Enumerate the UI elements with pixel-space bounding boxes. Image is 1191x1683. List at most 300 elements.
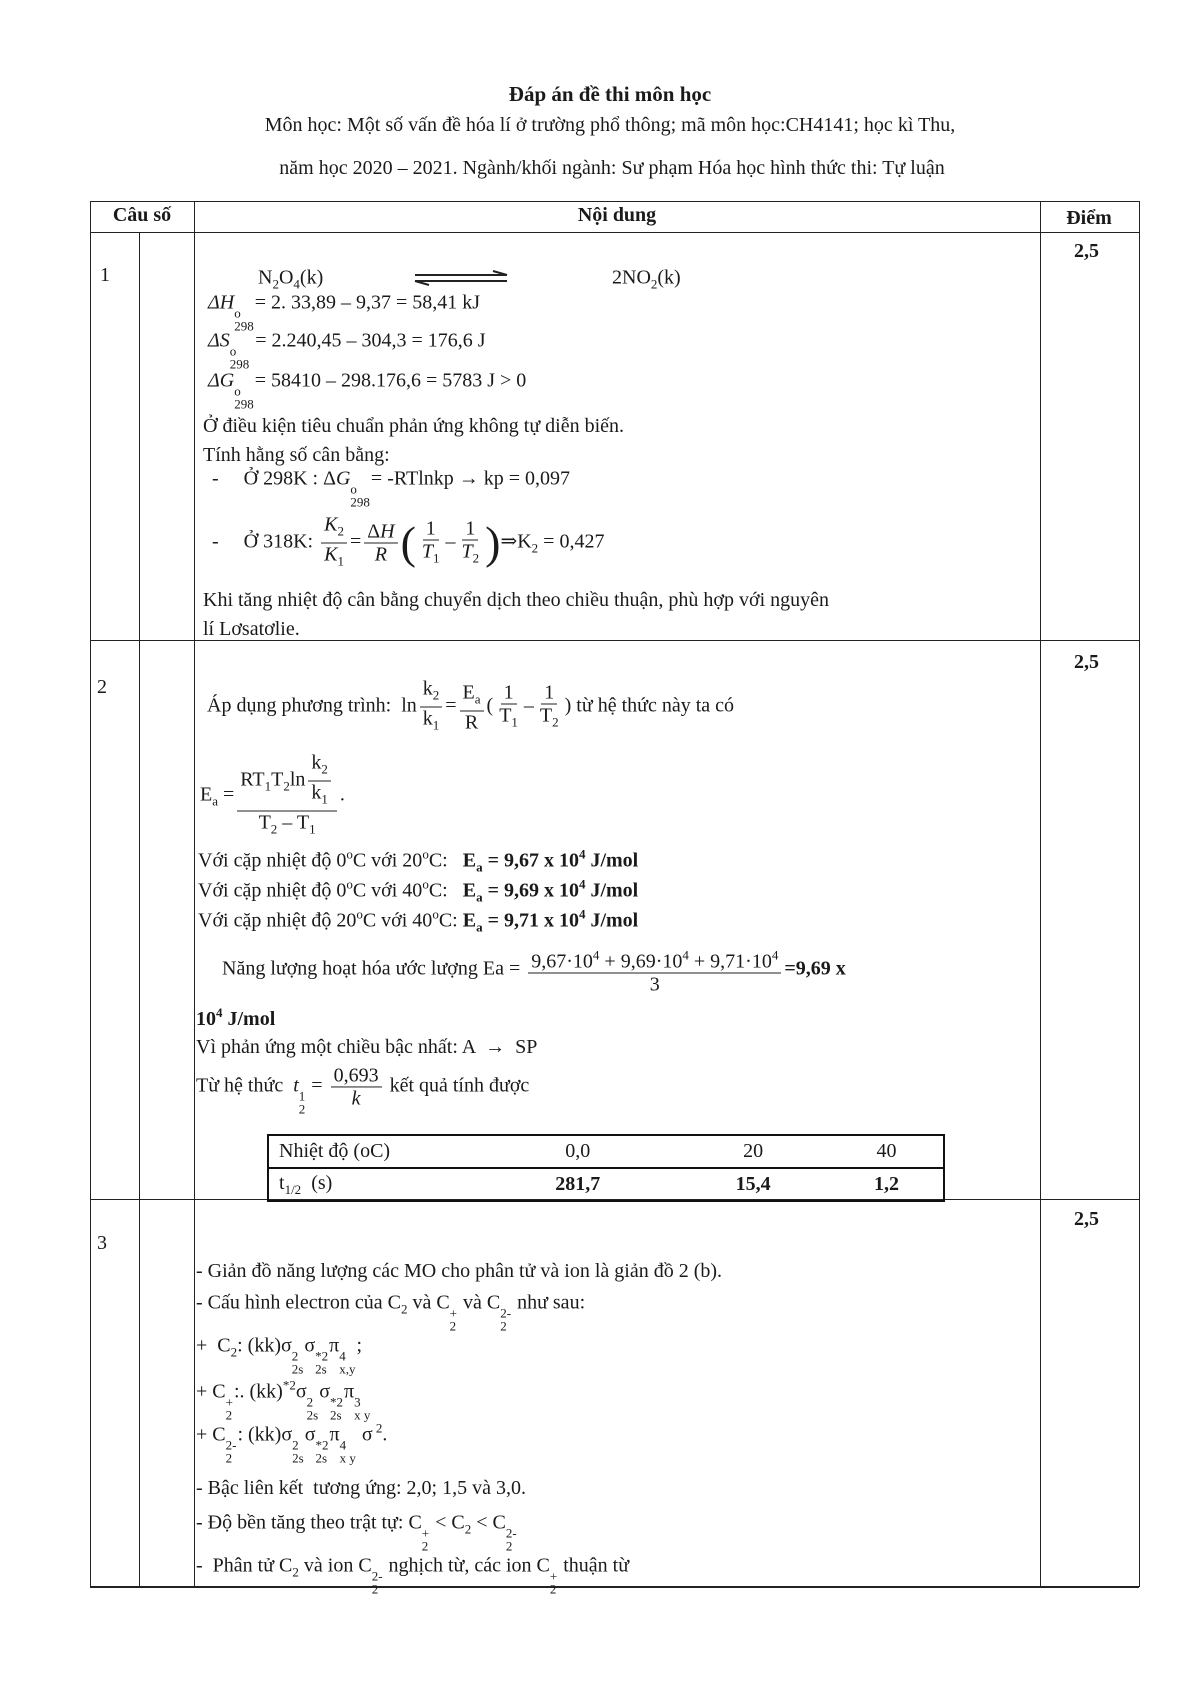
ea-average-line [222,945,846,996]
electron-config-line [196,1416,387,1465]
text-run: σ [304,1334,316,1357]
course-info-line-1: Môn học: Một số vấn đề hóa lí ở trường phổ thông; mã môn học:CH4141; học kì Thu, [264,114,956,136]
table-cell: 0,0 [565,1140,591,1162]
text-run: – [445,530,456,553]
text-run: ; [356,1334,363,1357]
text-run: - Bậc liên kết tương ứng: 2,0; 1,5 và 3,0. [196,1477,526,1499]
equilibrium-arrow-icon [413,270,509,286]
text-run: = 2.240,45 – 304,3 = 176,6 J [250,329,486,352]
denominator [537,704,562,733]
text-run: O [278,266,294,289]
question-number: 2 [97,676,107,698]
text-run: C với 40 [352,879,423,902]
table-left-border [90,201,91,1587]
text-run: T [258,811,271,834]
text-line [203,413,624,439]
ea-result-line [198,902,638,941]
superscript: o [356,906,363,922]
text-run: Từ hệ thức [196,1074,294,1097]
superscript: + [449,1305,457,1321]
denominator [420,708,443,737]
subscript: 2 [472,550,480,565]
parenthesis: ) [485,517,501,568]
text-run: - Phân tử C [196,1554,293,1577]
numerator [321,514,347,544]
text-run: + 9,71·10 [688,950,772,973]
question-score: 2,5 [1074,651,1099,673]
text-run: + C [196,1423,226,1446]
text-run: σ [295,1380,307,1403]
italic-text: ΔS [208,329,230,352]
denominator [308,782,331,811]
subscript: 2 [400,1301,408,1317]
text-line [196,1475,526,1501]
denominator [256,812,319,841]
subscript: x,y [339,1361,356,1377]
superscript: *2 [315,1348,329,1364]
text-run: = [349,530,362,553]
text-run: thuận từ [558,1554,630,1577]
subscript: 2 [272,276,279,292]
subscript: 2s [315,1361,327,1377]
sub-superscript [422,1527,429,1553]
text-run: và C [458,1291,501,1314]
italic-text: R [374,543,387,566]
subscript: 2s [291,1361,304,1377]
fraction [459,517,483,569]
bold-text: J/mol [585,879,639,902]
superscript: 3 [354,1394,361,1410]
subscript: 2s [306,1407,319,1423]
text-run: ) từ hệ thức này ta có [564,694,735,717]
numerator [462,517,478,540]
subscript: 298 [234,396,254,412]
subscript: 2s [315,1450,328,1466]
superscript: o [229,343,237,359]
subscript: 2 [371,1581,379,1597]
column-divider [139,232,140,1587]
text-line [203,587,829,613]
superscript: 4 [339,1348,346,1364]
superscript: + [549,1568,558,1584]
sub-superscript [315,1439,328,1465]
table-row [268,1168,944,1201]
bold-text: = 9,71 x 10 [482,909,579,932]
superscript: o [432,906,439,922]
superscript: *2 [315,1437,329,1453]
sub-superscript [226,1439,237,1465]
denominator [321,544,347,573]
text-run: k [311,751,322,774]
text-run: R [464,711,479,733]
superscript: o [346,846,353,862]
row-label-unit: (s) [301,1171,333,1194]
text-run: kết quả tính được [384,1074,530,1097]
arrhenius-line [207,678,734,737]
table-cell: 20 [743,1140,764,1162]
text-run: RT [240,768,265,791]
superscript: *2 [282,1377,296,1393]
column-divider [1040,201,1041,1587]
text-run: T [539,704,553,726]
text-run: nghịch từ, các ion C [383,1554,550,1577]
text-run: (k) [299,266,324,289]
subscript: 2 [270,821,278,837]
table-cell: 15,4 [676,1168,830,1201]
subscript: a [212,793,218,809]
superscript: o [346,876,353,892]
superscript: 4 [216,1005,223,1020]
course-info-line-2: năm học 2020 – 2021. Ngành/khối ngành: Sư phạm Hóa học hình thức thi: Tự luận [279,157,945,179]
header-content: Nội dung [577,204,657,226]
subscript: 2s [329,1407,342,1423]
text-run: Δ [367,520,381,543]
superscript: 4 [578,876,586,892]
subscript: 2 [552,714,559,729]
text-run: Ở điều kiện tiêu chuẩn phản ứng không tự diễn biến. [203,415,625,437]
numerator [528,945,781,974]
text-run: - Ở 318K: [212,530,319,553]
numerator [501,681,517,704]
text-run: N [258,266,273,289]
electron-config-line [196,1333,362,1376]
subscript: 4 [293,276,300,292]
italic-text: T [461,540,473,562]
superscript: 2 [306,1394,314,1410]
text-run: C với 20 [352,849,423,872]
document-title: Đáp án đề thi môn học [508,82,712,106]
fraction [496,681,521,733]
superscript: 2- [371,1568,383,1584]
text-run: k [422,707,433,730]
k-318-line [212,514,604,573]
text-run: E [462,681,475,703]
text-run: + C [196,1334,231,1357]
subscript: x y [354,1407,371,1423]
sub-superscript [500,1307,511,1333]
subscript: 2 [225,1450,233,1466]
sub-superscript [372,1570,383,1596]
fraction [321,514,347,573]
subscript: 1 [309,821,316,837]
header-question-number: Câu số [112,204,172,226]
subscript: 2s [292,1450,304,1466]
table-right-border [1139,201,1140,1587]
subscript: 2 [531,540,539,556]
denominator [419,540,443,569]
fraction [419,517,443,569]
gibbs-line [208,368,526,411]
fraction [364,521,397,566]
question-number: 3 [97,1232,107,1254]
subscript: 1 [511,714,518,729]
sub-superscript [234,385,254,411]
denominator [372,544,390,566]
text-run: 9,67·10 [531,950,593,973]
subscript: 298 [350,494,370,510]
subscript: a [476,889,483,905]
subscript: a [476,919,483,935]
fraction [528,945,781,996]
text-run: 1 [465,517,476,539]
entropy-line [208,328,486,371]
subscript: 298 [234,318,254,334]
subscript: 2 [650,276,658,292]
fraction [331,1064,382,1109]
half-life-formula-line [196,1064,529,1115]
text-line [196,1290,585,1333]
text-run: π [329,1423,340,1446]
numerator [460,681,484,711]
bold-text: E [462,849,477,872]
subscript: 2 [505,1538,513,1554]
text-run: và ion C [298,1554,372,1577]
question-number: 1 [100,264,110,286]
bold-text: J/mol [585,909,639,932]
sub-superscript [340,1439,356,1465]
superscript: 4 [682,947,689,963]
text-run: 2NO [612,266,651,289]
kp-298-line [212,466,570,509]
text-run: = -RTlnkp → kp = 0,097 [370,467,571,490]
denominator [647,974,663,996]
text-line [203,442,390,468]
superscript: 2 [292,1437,299,1453]
sub-superscript [350,483,370,509]
text-run: C: [438,909,463,932]
text-run: T [499,704,512,726]
text-run: = 0,427 [538,530,605,553]
subscript: 2 [464,1521,472,1537]
text-run: – T [277,811,310,834]
numerator [331,1064,382,1087]
subscript: 1 [264,778,272,794]
subscript: 1 [432,717,440,733]
text-line [196,1034,537,1060]
fraction [420,678,443,737]
subscript: 2 [225,1407,233,1423]
table-top-border [90,201,1139,202]
text-run: Với cặp nhiệt độ 0 [198,879,347,902]
subscript: 2 [292,1564,299,1580]
superscript: + [421,1525,430,1541]
subscript: 2 [298,1101,306,1117]
table-cell: 281,7 [479,1168,676,1201]
superscript: o [234,383,241,399]
bold-text: =9,69 x [784,957,846,980]
text-run: : (kk)σ [237,1334,292,1357]
header-score: Điểm [1066,207,1112,229]
numerator [308,752,331,782]
subscript: a [476,859,483,875]
text-run: + 9,69·10 [599,950,683,973]
fraction [237,752,337,841]
text-run: = 58410 – 298.176,6 = 5783 J > 0 [254,369,527,392]
text-line [203,616,300,642]
superscript: 4 [339,1437,347,1453]
superscript: 2 [291,1348,299,1364]
text-run: (k) [657,266,681,289]
italic-text: ΔH [208,291,235,314]
text-run: σ [356,1423,373,1446]
text-run: C: [428,849,463,872]
bold-text: J/mol [585,849,639,872]
text-run: = [306,1074,328,1097]
text-run: σ [304,1423,316,1446]
text-run: < C [430,1511,465,1534]
numerator [541,681,557,704]
italic-text: t [293,1074,299,1097]
text-run: 0,693 [333,1064,379,1087]
superscript: o [234,305,241,321]
sub-superscript [299,1090,306,1116]
text-run: 3 [649,973,660,996]
denominator [496,704,521,733]
text-line [196,1510,518,1553]
numerator [423,517,439,540]
product [612,265,681,298]
italic-text: K [324,543,338,566]
subscript: a [474,691,481,706]
text-run: C: [428,879,463,902]
subscript: 1 [433,550,440,565]
bold-text: J/mol [222,1008,276,1030]
enthalpy-line [208,290,480,333]
bold-text: E [462,879,477,902]
fraction [537,681,562,733]
superscript: o [350,481,357,497]
activation-energy-formula [200,752,345,841]
header-bottom-border [90,232,1139,233]
superscript: 4 [592,947,600,963]
subscript: 2 [432,687,440,703]
text-run: E [200,783,213,806]
italic-text: ΔG [208,369,235,392]
text-run: Khi tăng nhiệt độ cân bằng chuyển dịch theo chiều thuận, phù hợp với nguyên [203,589,830,611]
parenthesis: ( [400,517,416,568]
text-run: = [445,694,457,717]
numerator [237,752,337,812]
text-run: Với cặp nhiệt độ 0 [198,849,347,872]
half-life-table [267,1134,945,1202]
text-run: k [311,781,322,804]
text-run: 1 [503,681,514,703]
superscript: 4 [578,906,586,922]
denominator [459,540,483,569]
table-cell: Nhiệt độ (oC) [279,1140,391,1162]
question-score: 2,5 [1074,1208,1099,1230]
italic-text: k [351,1087,361,1110]
numerator [420,678,443,708]
superscript: 1 [298,1088,306,1104]
text-run: T [271,768,284,791]
denominator [349,1087,364,1109]
text-run: Vì phản ứng một chiều bậc nhất: A → SP [196,1036,538,1058]
sub-superscript [550,1570,557,1596]
text-line [196,1258,722,1284]
text-run: Năng lượng hoạt hóa ước lượng Ea = [222,957,526,980]
subscript: 2 [449,1318,457,1334]
italic-text: G [335,467,351,490]
column-divider [194,201,195,1587]
superscript: + [225,1394,233,1410]
electron-config-line [196,1373,371,1422]
text-run: + C [196,1380,226,1403]
superscript: *2 [329,1394,343,1410]
text-run: - Cấu hình electron của C [196,1291,401,1314]
text-run: - Độ bền tăng theo trật tự: C [196,1511,422,1534]
sub-superscript [450,1307,457,1333]
bold-text: 10 [196,1008,216,1030]
table-cell: 1,2 [830,1168,944,1201]
bold-text: = 9,69 x 10 [482,879,579,902]
subscript: 2 [421,1538,429,1554]
text-run: k [422,677,433,700]
text-run: Tính hằng số cân bằng: [203,444,390,466]
fraction [308,752,331,811]
sub-superscript [292,1439,304,1465]
superscript: 2- [225,1437,237,1453]
subscript: 2 [283,778,290,794]
subscript: 2 [549,1581,557,1597]
italic-text: H [380,520,395,543]
text-run: π [329,1334,340,1357]
subscript: 298 [229,356,250,372]
text-run: như sau: [512,1291,586,1314]
superscript: 2- [500,1305,512,1321]
fraction [460,681,484,733]
text-run: = [218,783,235,806]
subscript: x y [339,1450,356,1466]
subscript: 2 [321,761,328,777]
superscript: o [422,846,429,862]
row-label-sub: 1/2 [284,1181,302,1197]
italic-text: T [421,540,434,562]
text-run: . [339,783,345,806]
superscript: 2 [372,1420,383,1436]
text-run: Với cặp nhiệt độ 20 [198,909,357,932]
text-run: và C [407,1291,450,1314]
text-run: Áp dụng phương trình: ln [207,694,417,717]
bold-text: E [462,909,477,932]
subscript: 2 [337,523,344,539]
text-run: 1 [544,681,555,703]
text-run: . [382,1423,388,1446]
bold-text: = 9,67 x 10 [482,849,579,872]
table-cell [268,1168,479,1201]
text-line [196,1553,629,1596]
text-run: ln [289,768,306,791]
superscript: 4 [578,846,586,862]
row-label: t [279,1171,285,1194]
table-row [268,1135,944,1168]
subscript: 2 [500,1318,507,1334]
question-score: 2,5 [1074,240,1099,262]
text-run: ( [486,694,494,717]
text-run: ⇒K [500,530,532,553]
text-run: π [343,1380,355,1403]
subscript: 2 [230,1344,238,1360]
ea-average-unit [196,1000,275,1032]
numerator [364,521,397,544]
superscript: 2- [505,1525,517,1541]
text-run: - Giản đồ năng lượng các MO cho phân tử và ion là giản đồ 2 (b). [196,1260,723,1282]
italic-text: K [324,513,338,536]
text-run: = 2. 33,89 – 9,37 = 58,41 kJ [254,291,481,314]
text-run: lí Lơsatơlie. [203,618,300,640]
text-run: σ [319,1380,330,1403]
text-run: < C [471,1511,506,1534]
